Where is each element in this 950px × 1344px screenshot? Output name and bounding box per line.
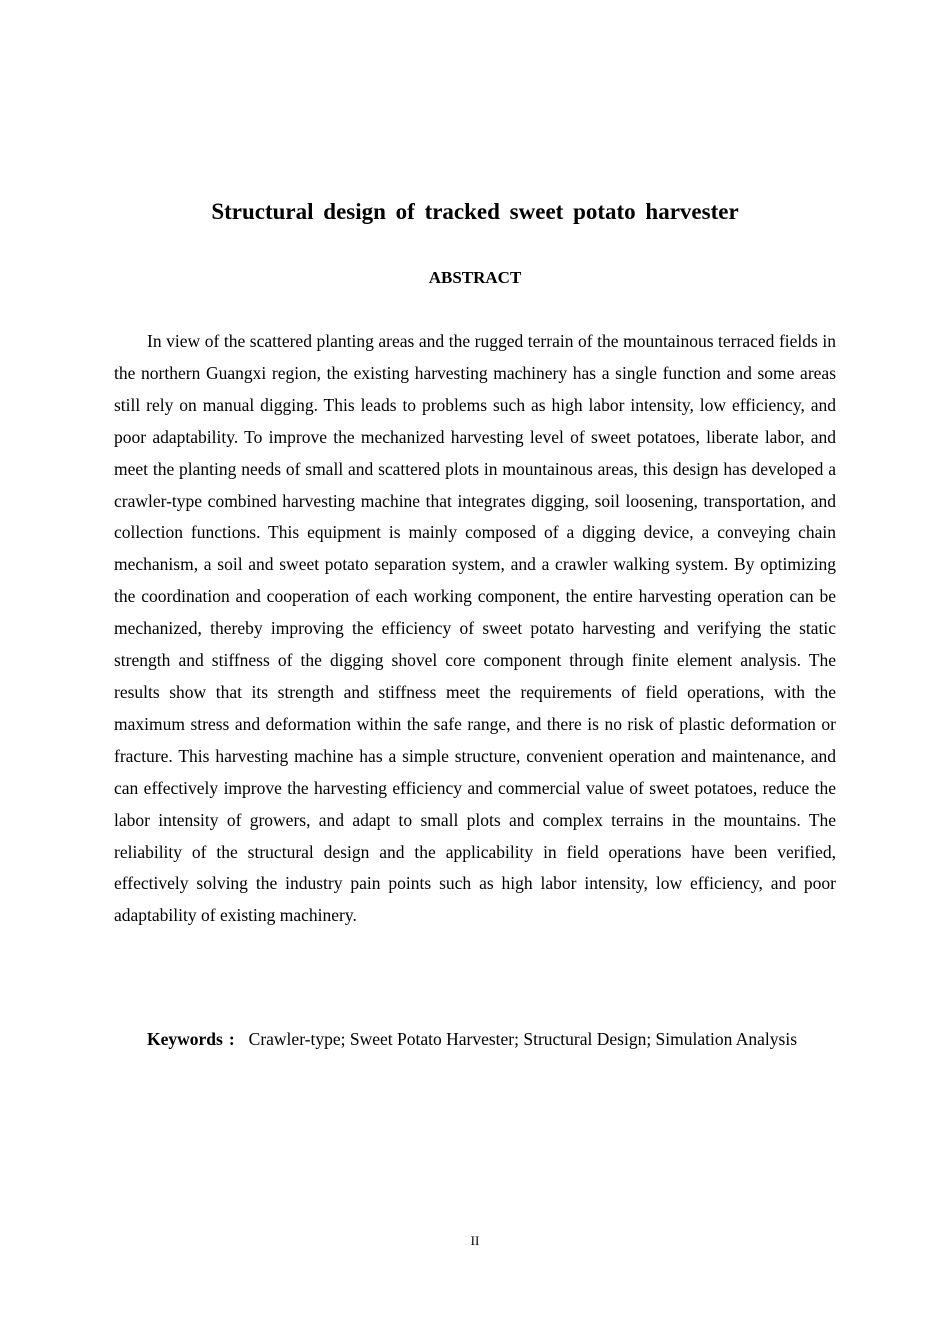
keywords-text: Crawler-type; Sweet Potato Harvester; Structural Design; Simulation Analysis <box>248 1029 798 1049</box>
abstract-heading: ABSTRACT <box>428 268 522 287</box>
abstract-body: In view of the scattered planting areas and the rugged terrain of the mountainous terraced fields in the northern Guangxi region, the existing harvesting machinery has a single function and some areas still rely on manual digging. This leads to problems such as high labor intensity, low efficiency, and poor adaptability. To improve the mechanized harvesting level of sweet potatoes, liberate labor, and meet the planting needs of small and scattered plots in mountainous areas, this design has developed a crawler-type combined harvesting machine that integrates digging, soil loosening, transportation, and collection functions. This equipment is mainly composed of a digging device, a conveying chain mechanism, a soil and sweet potato separation system, and a crawler walking system. By optimizing the coordination and cooperation of each working component, the entire harvesting operation can be mechanized, thereby improving the efficiency of sweet potato harvesting and verifying the static strength and stiffness of the digging shovel core component through finite element analysis. The results show that its strength and stiffness meet the requirements of field operations, with the maximum stress and deformation within the safe range, and there is no risk of plastic deformation or fracture. This harvesting machine has a simple structure, convenient operation and maintenance, and can effectively improve the harvesting efficiency and commercial value of sweet potatoes, reduce the labor intensity of growers, and adapt to small plots and complex terrains in the mountains. The reliability of the structural design and the applicability in field operations have been verified, effectively solving the industry pain points such as high labor intensity, low efficiency, and poor adaptability of existing machinery. <box>114 331 836 926</box>
page-number: II <box>470 1233 480 1248</box>
keywords-colon: : <box>228 1029 235 1049</box>
keywords-label: Keywords <box>147 1029 223 1049</box>
keywords-paragraph <box>114 1025 836 1053</box>
paper-title: Structural design of tracked sweet potato harvester <box>211 199 739 224</box>
